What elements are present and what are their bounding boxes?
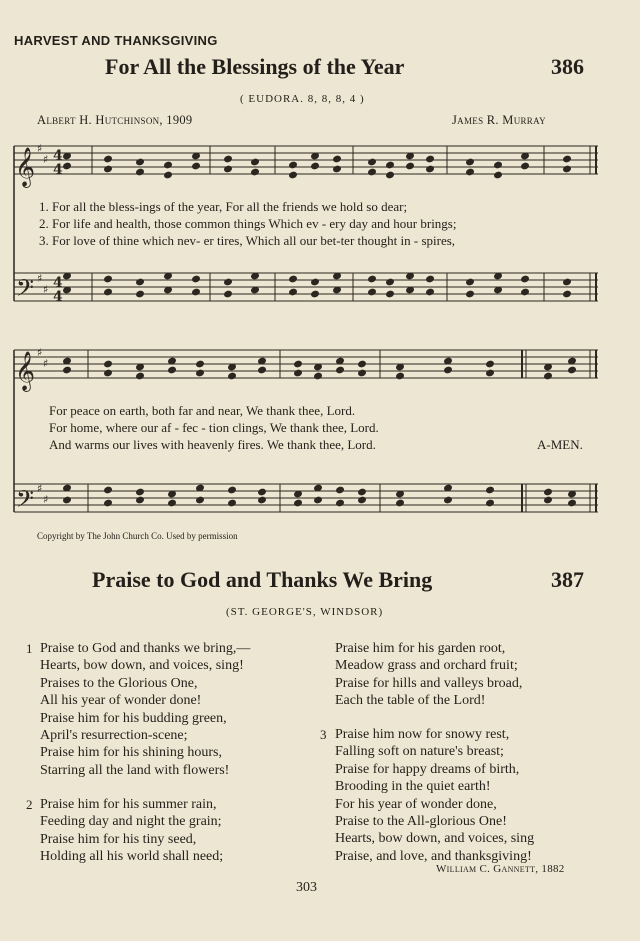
bass-clef-icon: 𝄢 xyxy=(16,274,35,307)
note-head xyxy=(289,275,298,283)
poem-line: Hearts, bow down, and voices, sing xyxy=(335,831,535,847)
lyric-line-1: 1. For all the bless-ings of the year, For all the friends we hold so dear; xyxy=(39,199,408,214)
note-head xyxy=(63,162,72,170)
svg-text:4: 4 xyxy=(53,275,63,291)
hymn-386-author: Albert H. Hutchinson, 1909 xyxy=(37,113,193,127)
svg-text:4: 4 xyxy=(53,162,63,178)
poem-line: April's resurrection-scene; xyxy=(40,728,188,744)
amen: A-MEN. xyxy=(537,437,583,452)
note-head xyxy=(192,288,201,296)
poem-line: Praise, and love, and thanksgiving! xyxy=(335,848,532,864)
note-head xyxy=(426,155,435,163)
poem-line: Praise him for his tiny seed, xyxy=(40,831,197,847)
stanza-2 xyxy=(40,796,223,866)
note-head xyxy=(568,366,577,374)
lyric-line-4: For peace on earth, both far and near, We thank thee, Lord. xyxy=(49,403,356,418)
note-head xyxy=(426,288,435,296)
note-head xyxy=(228,372,237,380)
note-head xyxy=(368,168,377,176)
note-head xyxy=(358,488,367,496)
note-head xyxy=(258,496,267,504)
poem-line: Praises to the Glorious One, xyxy=(40,675,198,691)
note-head xyxy=(466,278,475,286)
note-head xyxy=(486,360,495,368)
note-head xyxy=(228,486,237,494)
treble-clef-icon: 𝄞 xyxy=(15,351,36,391)
note-head xyxy=(196,360,205,368)
note-head xyxy=(444,496,453,504)
note-head xyxy=(563,290,572,298)
note-head xyxy=(289,288,298,296)
note-head xyxy=(289,161,298,169)
note-head xyxy=(168,499,177,507)
note-head xyxy=(136,290,145,298)
note-head xyxy=(358,360,367,368)
note-head xyxy=(104,155,113,163)
poem-line: Praise him for his summer rain, xyxy=(40,797,217,812)
hymn-386-composer: James R. Murray xyxy=(452,113,546,127)
note-head xyxy=(494,161,503,169)
hymn-386-tune: ( EUDORA. 8, 8, 8, 4 ) xyxy=(240,93,365,105)
treble-staff-2 xyxy=(14,350,598,378)
note-head xyxy=(466,290,475,298)
note-head xyxy=(314,372,323,380)
note-head xyxy=(63,366,72,374)
note-head xyxy=(466,168,475,176)
stanza-3 xyxy=(335,726,534,865)
note-head xyxy=(289,171,298,179)
note-head xyxy=(311,162,320,170)
note-head xyxy=(224,165,233,173)
poem-line: Praise to the All-glorious One! xyxy=(335,814,507,830)
note-head xyxy=(494,171,503,179)
svg-text:♯: ♯ xyxy=(37,482,43,495)
note-head xyxy=(386,278,395,286)
note-head xyxy=(336,366,345,374)
note-head xyxy=(336,486,345,494)
poem-line: Hearts, bow down, and voices, sing! xyxy=(40,658,244,674)
treble-staff-1 xyxy=(14,146,598,174)
note-head xyxy=(136,372,145,380)
note-head xyxy=(544,496,553,504)
note-head xyxy=(396,372,405,380)
svg-text:♯: ♯ xyxy=(43,153,49,166)
stanza-2-number: 2 xyxy=(26,797,33,812)
hymn-386-number: 386 xyxy=(551,54,584,79)
poem-line: All his year of wonder done! xyxy=(40,693,202,709)
page-number: 303 xyxy=(296,880,317,895)
note-head xyxy=(521,288,530,296)
note-head xyxy=(228,499,237,507)
note-head xyxy=(368,288,377,296)
hymn-387-author: William C. Gannett, 1882 xyxy=(436,863,565,875)
note-head xyxy=(368,158,377,166)
note-head xyxy=(224,278,233,286)
note-head xyxy=(406,162,415,170)
note-head xyxy=(104,165,113,173)
note-head xyxy=(386,171,395,179)
note-head xyxy=(521,275,530,283)
poem-line: Praise for happy dreams of birth, xyxy=(335,761,520,777)
lyric-line-6: And warms our lives with heavenly fires. We thank thee, Lord. xyxy=(49,437,376,452)
note-head xyxy=(136,278,145,286)
note-head xyxy=(333,165,342,173)
svg-text:♯: ♯ xyxy=(43,493,49,506)
note-head xyxy=(544,372,553,380)
note-head xyxy=(311,290,320,298)
note-head xyxy=(104,360,113,368)
hymn-387-title: Praise to God and Thanks We Bring xyxy=(92,567,433,592)
svg-text:♯: ♯ xyxy=(43,283,49,296)
note-head xyxy=(563,278,572,286)
note-head xyxy=(314,496,323,504)
lyric-line-2: 2. For life and health, those common things Which ev - ery day and hour brings; xyxy=(39,216,457,231)
note-head xyxy=(426,165,435,173)
note-head xyxy=(136,168,145,176)
note-head xyxy=(224,290,233,298)
note-head xyxy=(104,486,113,494)
svg-text:♯: ♯ xyxy=(37,272,43,285)
note-head xyxy=(486,369,495,377)
stanza-1 xyxy=(40,640,250,779)
poem-line: Each the table of the Lord! xyxy=(335,693,486,709)
poem-line: Brooding in the quiet earth! xyxy=(335,779,491,795)
note-head xyxy=(333,155,342,163)
svg-text:♯: ♯ xyxy=(37,142,43,155)
section-heading: HARVEST AND THANKSGIVING xyxy=(14,33,218,48)
hymn-387-number: 387 xyxy=(551,567,584,592)
poem-line: Meadow grass and orchard fruit; xyxy=(335,658,518,674)
svg-text:4: 4 xyxy=(53,148,63,164)
note-head xyxy=(192,275,201,283)
note-head xyxy=(486,486,495,494)
note-head xyxy=(258,366,267,374)
note-head xyxy=(426,275,435,283)
poem-line: Praise for hills and valleys broad, xyxy=(335,675,523,691)
stanza-1-number: 1 xyxy=(26,641,33,656)
poem-line: Holding all his world shall need; xyxy=(40,849,224,865)
note-head xyxy=(196,369,205,377)
poem-line: Praise to God and thanks we bring,— xyxy=(40,641,251,656)
treble-clef-icon: 𝄞 xyxy=(15,147,36,187)
note-head xyxy=(104,499,113,507)
note-head xyxy=(563,165,572,173)
note-head xyxy=(386,161,395,169)
note-head xyxy=(336,499,345,507)
note-head xyxy=(196,496,205,504)
note-head xyxy=(192,162,201,170)
note-head xyxy=(568,499,577,507)
stanza-3-number: 3 xyxy=(320,727,327,742)
copyright-notice: Copyright by The John Church Co. Used by permission xyxy=(37,531,238,541)
note-head xyxy=(164,171,173,179)
note-head xyxy=(136,488,145,496)
note-head xyxy=(104,275,113,283)
note-head xyxy=(466,158,475,166)
note-head xyxy=(136,158,145,166)
note-head xyxy=(104,288,113,296)
poem-line: Starring all the land with flowers! xyxy=(40,762,230,778)
bass-staff-2 xyxy=(14,484,598,512)
poem-line: Falling soft on nature's breast; xyxy=(335,744,504,760)
note-head xyxy=(294,499,303,507)
note-head xyxy=(104,369,113,377)
bass-clef-icon: 𝄢 xyxy=(16,485,35,518)
hymn-386-title: For All the Blessings of the Year xyxy=(105,54,405,79)
note-head xyxy=(486,499,495,507)
note-head xyxy=(251,168,260,176)
note-head xyxy=(251,158,260,166)
poem-line: Praise him for his budding green, xyxy=(40,710,227,726)
note-head xyxy=(258,488,267,496)
svg-text:♯: ♯ xyxy=(37,346,43,359)
poem-line: Praise him now for snowy rest, xyxy=(335,727,510,742)
note-head xyxy=(294,369,303,377)
note-head xyxy=(368,275,377,283)
lyric-line-3: 3. For love of thine which nev- er tires, Which all our bet-ter thought in - spires, xyxy=(39,233,456,248)
note-head xyxy=(294,360,303,368)
poem-line: For his year of wonder done, xyxy=(335,796,497,812)
note-head xyxy=(63,496,72,504)
note-head xyxy=(311,278,320,286)
hymn-387-tune: (ST. GEORGE'S, WINDSOR) xyxy=(226,606,384,618)
svg-text:♯: ♯ xyxy=(43,357,49,370)
poem-line: Praise him for his shining hours, xyxy=(40,745,222,761)
note-head xyxy=(168,366,177,374)
note-head xyxy=(396,499,405,507)
note-head xyxy=(358,496,367,504)
note-head xyxy=(544,488,553,496)
note-head xyxy=(358,369,367,377)
note-head xyxy=(444,366,453,374)
note-head xyxy=(563,155,572,163)
note-head xyxy=(521,162,530,170)
bass-staff-1 xyxy=(14,273,598,301)
svg-text:4: 4 xyxy=(53,289,63,305)
stanza-2-continued xyxy=(335,640,522,710)
lyric-line-5: For home, where our af - fec - tion clings, We thank thee, Lord. xyxy=(49,420,379,435)
note-head xyxy=(136,496,145,504)
note-head xyxy=(386,290,395,298)
poem-line: Praise him for his garden root, xyxy=(335,641,506,656)
note-head xyxy=(164,161,173,169)
poem-line: Feeding day and night the grain; xyxy=(40,814,222,830)
note-head xyxy=(224,155,233,163)
